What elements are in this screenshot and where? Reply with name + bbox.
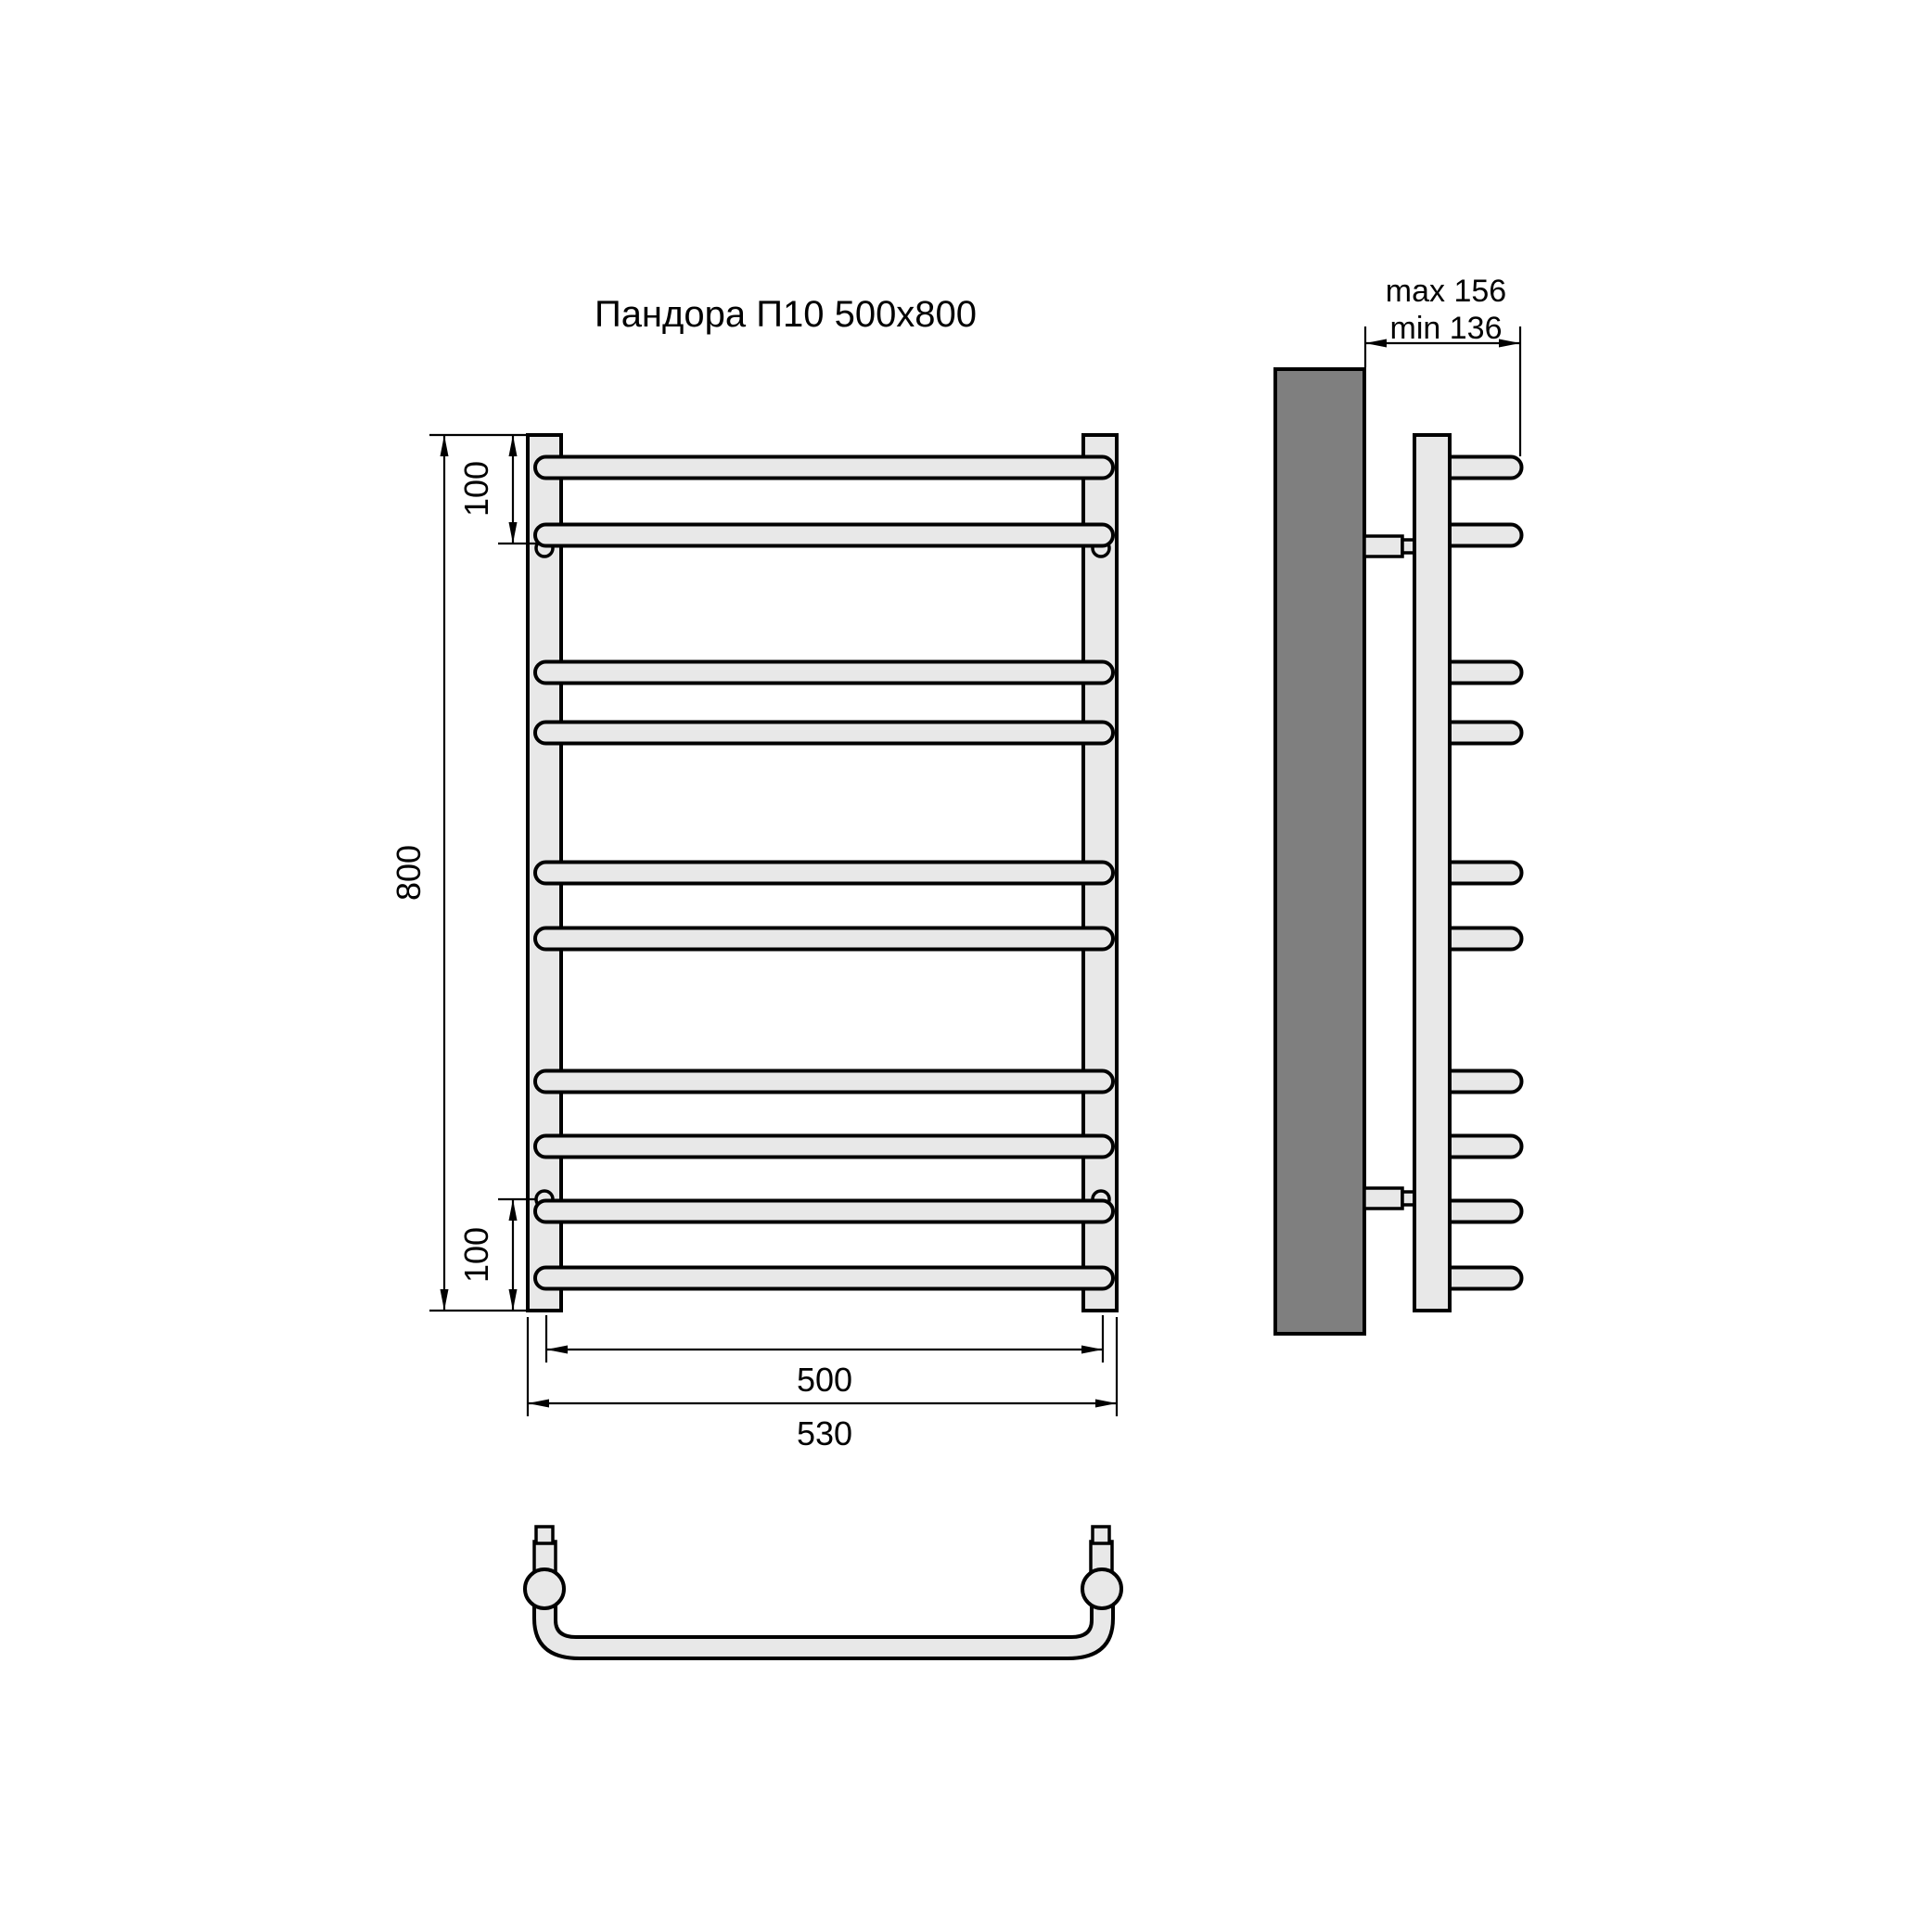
bracket-bottom [1364, 1188, 1416, 1209]
dim-label-500: 500 [796, 1361, 853, 1399]
dim-label-800: 800 [390, 844, 428, 902]
dim-label-max: max 156 [1385, 274, 1507, 309]
rung-4 [535, 723, 1113, 744]
right-nipple [1093, 1527, 1109, 1543]
bracket-top [1364, 536, 1416, 557]
side-post [1414, 435, 1450, 1311]
rung-6 [535, 928, 1113, 950]
dim-label-530: 530 [796, 1414, 853, 1452]
right-ball-joint [1082, 1569, 1121, 1608]
rung-9 [535, 1201, 1113, 1222]
dim-label-min: min 136 [1389, 311, 1503, 346]
rung-5 [535, 863, 1113, 884]
wall-section [1275, 369, 1364, 1334]
dim-label-bottom-100: 100 [457, 1226, 495, 1284]
left-ball-joint [525, 1569, 564, 1608]
rung-1 [535, 457, 1113, 479]
drawing-title: Пандора П10 500x800 [594, 294, 978, 335]
rung-2 [535, 525, 1113, 546]
rung-3 [535, 662, 1113, 684]
rung-10 [535, 1268, 1113, 1289]
left-nipple [536, 1527, 553, 1543]
rung-7 [535, 1071, 1113, 1093]
rung-8 [535, 1136, 1113, 1158]
dim-label-top-100: 100 [457, 460, 495, 518]
